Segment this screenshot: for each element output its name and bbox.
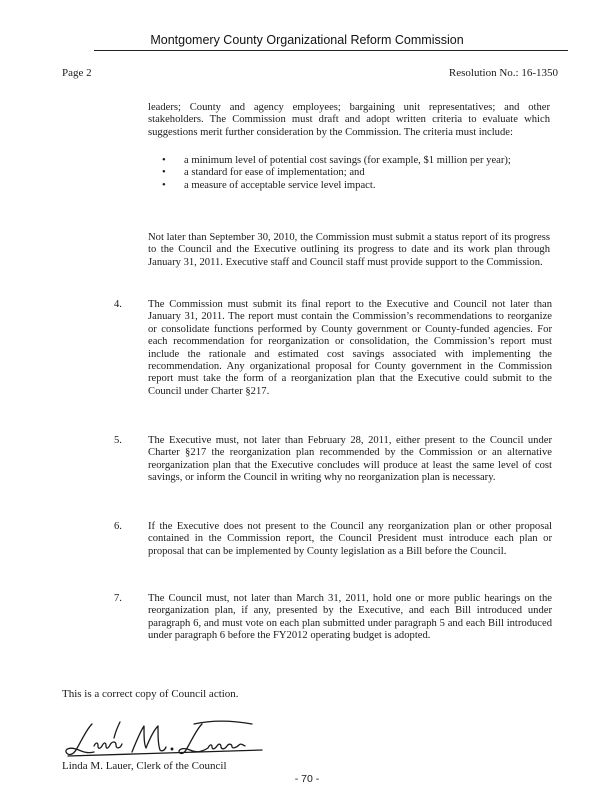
document-header-title: Montgomery County Organizational Reform Commission bbox=[150, 33, 464, 47]
correct-copy-statement: This is a correct copy of Council action. bbox=[62, 688, 239, 700]
item-number: 7. bbox=[114, 593, 122, 604]
intro-paragraph: leaders; County and agency employees; bargaining unit representatives; and other stakeholders. The Commission must draft and adopt written criteria to evaluate which suggestions merit further consideration by the Commission. The criteria must include: bbox=[148, 102, 550, 138]
list-item: • a minimum level of potential cost savings (for example, $1 million per year); bbox=[162, 155, 511, 166]
page-number: - 70 - bbox=[294, 773, 320, 785]
item-paragraph: The Commission must submit its final report to the Executive and Council not later than January 31, 2011. The report must contain the Commission’s recommendations to reorganize or consolidate functions performed by County government or County-funded agencies. For each recommendation for reorganization or consolidation, the Commission’s report must include the rationale and estimated cost savings associated with implementing the recommendation. Any organizational proposal for County government in the Commission report must take the form of a reorganization plan that the Executive could submit to the Council under Charter §217. bbox=[148, 299, 552, 397]
resolution-number: Resolution No.: 16-1350 bbox=[448, 67, 558, 79]
item-paragraph: If the Executive does not present to the Council any reorganization plan or other proposal contained in the Commission report, the Council President must introduce each plan or proposal that can be implemented by County legislation as a Bill before the Council. bbox=[148, 521, 552, 557]
criteria-list bbox=[160, 155, 550, 192]
list-item: • a standard for ease of implementation; and bbox=[162, 167, 365, 179]
bullet-icon: • bbox=[162, 179, 166, 191]
list-item: • a measure of acceptable service level impact. bbox=[162, 179, 376, 191]
header-rule bbox=[94, 50, 568, 51]
bullet-icon: • bbox=[162, 155, 166, 166]
item-number: 4. bbox=[114, 299, 122, 310]
bullet-icon: • bbox=[162, 167, 166, 179]
item-number: 5. bbox=[114, 435, 122, 446]
page-label: Page 2 bbox=[62, 67, 92, 79]
status-report-paragraph: Not later than September 30, 2010, the Commission must submit a status report of its progress to the Council and the Executive outlining its progress to date and its work plan through January 31, 2011. Executive staff and Council staff must provide support to the Commission. bbox=[148, 232, 550, 268]
clerk-signature-line: Linda M. Lauer, Clerk of the Council bbox=[62, 760, 227, 772]
signature-icon bbox=[62, 716, 272, 762]
item-paragraph: The Executive must, not later than February 28, 2011, either present to the Council under Charter §217 the reorganization plan recommended by the Commission or an alternative reorganization plan that the Executive concludes will produce at least the same level of cost savings, or inform the Council in writing why no reorganization plan is necessary. bbox=[148, 435, 552, 484]
item-paragraph: The Council must, not later than March 31, 2011, hold one or more public hearings on the reorganization plan, if any, presented by the Executive, and each Bill introduced under paragraph 6, and must vote on each plan submitted under paragraph 5 and each Bill introduced under paragraph 6 before the FY2012 operating budget is adopted. bbox=[148, 593, 552, 642]
item-number: 6. bbox=[114, 521, 122, 532]
